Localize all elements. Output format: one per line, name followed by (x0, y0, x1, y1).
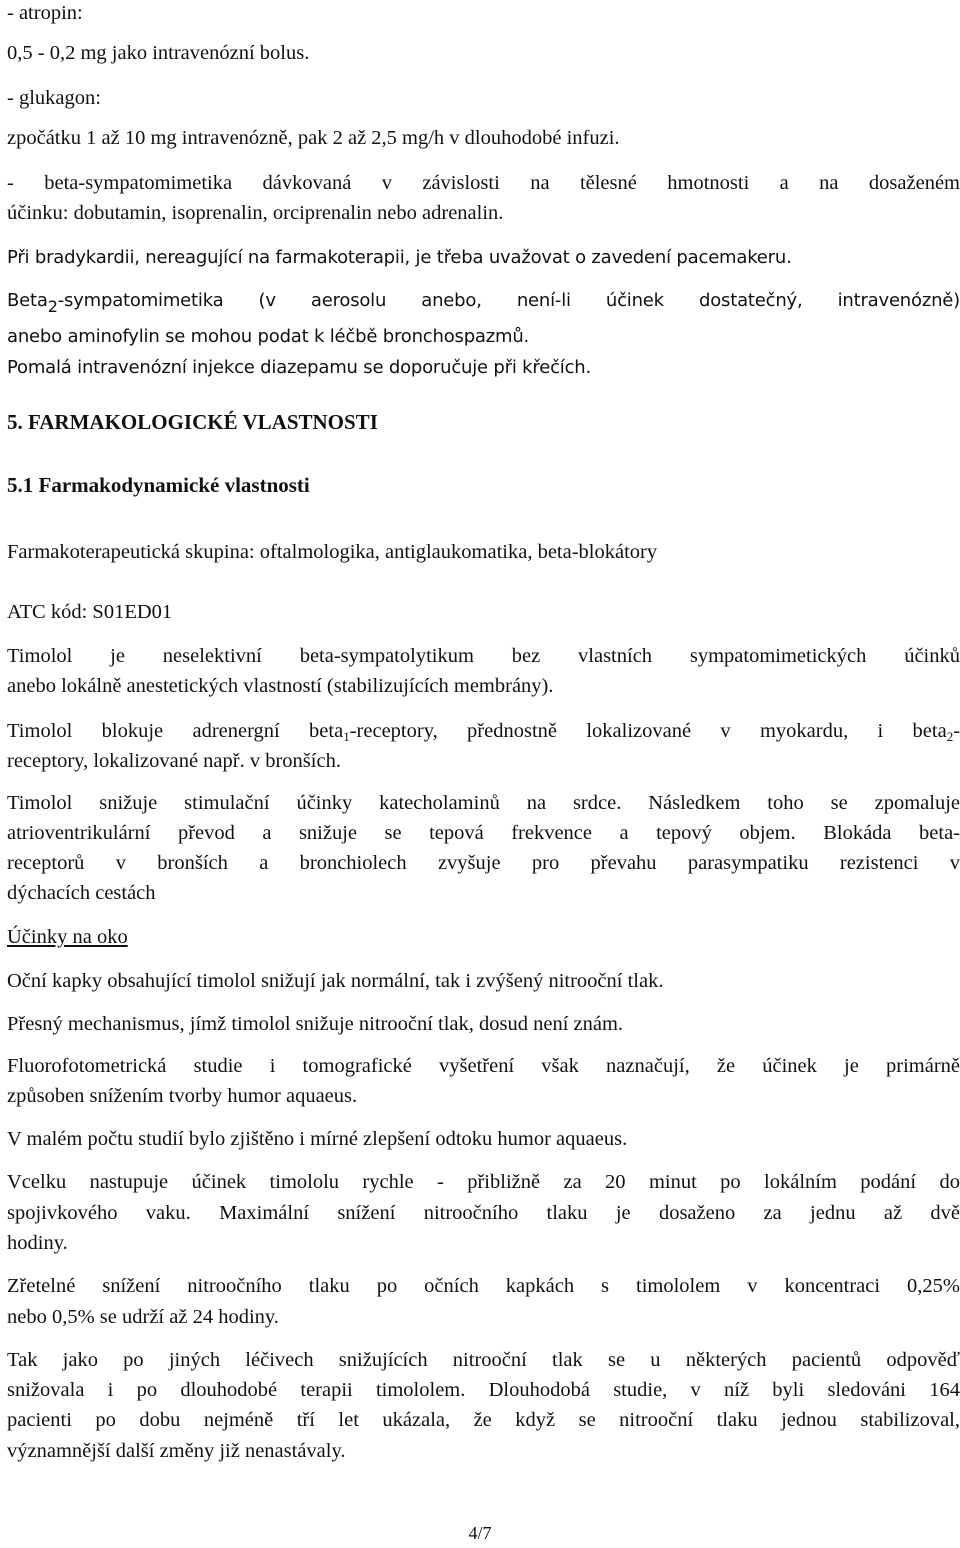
text-line: Tak jako po jiných léčivech snižujících nitrooční tlak se u některých pacientů odpověď (7, 1349, 960, 1371)
text-line: spojivkového vaku. Maximální snížení nitroočního tlaku je dosaženo za jednu až dvě (7, 1202, 960, 1224)
subscript: 2 (47, 297, 58, 316)
text-line: - beta-sympatomimetika dávkovaná v závislosti na tělesné hmotnosti a na dosaženém (7, 172, 960, 194)
text-line: Pomalá intravenózní injekce diazepamu se doporučuje při křečích. (7, 357, 592, 378)
text-line: nebo 0,5% se udrží až 24 hodiny. (7, 1306, 279, 1328)
text-line (7, 286, 960, 316)
text-line: atrioventrikulární převod a snižuje se tepová frekvence a tepový objem. Blokáda beta- (7, 822, 960, 844)
page-number: 4/7 (468, 1523, 492, 1543)
section-subheading: Účinky na oko (7, 926, 128, 948)
subscript: 2 (946, 729, 954, 744)
text-line: významnější další změny již nenastávaly. (7, 1440, 346, 1462)
text-line: dýchacích cestách (7, 882, 156, 904)
text-line: zpočátku 1 až 10 mg intravenózně, pak 2 až 2,5 mg/h v dlouhodobé infuzi. (7, 127, 620, 149)
text-line: anebo lokálně anestetických vlastností (stabilizujících membrány). (7, 675, 554, 697)
subsection-heading: 5.1 Farmakodynamické vlastnosti (7, 473, 310, 497)
section-heading: 5. FARMAKOLOGICKÉ VLASTNOSTI (7, 410, 378, 434)
text-line: Vcelku nastupuje účinek timololu rychle - přibližně za 20 minut po lokálním podání do (7, 1171, 960, 1193)
text-fragment: -sympatomimetika (v aerosolu anebo, není-li účinek dostatečný, intravenózně) (57, 290, 960, 311)
text-line: Timolol je neselektivní beta-sympatolytikum bez vlastních sympatomimetických účinků (7, 645, 960, 667)
text-line: receptorů v bronších a bronchiolech zvyšuje pro převahu parasympatiku rezistenci v (7, 852, 960, 874)
text-fragment: Beta (7, 290, 48, 311)
text-fragment: -receptory, přednostně lokalizované v myokardu, i beta (349, 720, 947, 742)
text-line: Timolol snižuje stimulační účinky katecholaminů na srdce. Následkem toho se zpomaluje (7, 792, 960, 814)
text-line: Oční kapky obsahující timolol snižují jak normální, tak i zvýšený nitrooční tlak. (7, 970, 664, 992)
text-line: V malém počtu studií bylo zjištěno i mírné zlepšení odtoku humor aquaeus. (7, 1128, 628, 1150)
text-line: pacienti po dobu nejméně tří let ukázala, že když se nitrooční tlaku jednou stabilizoval, (7, 1409, 960, 1431)
text-line: Fluorofotometrická studie i tomografické vyšetření však naznačují, že účinek je primárně (7, 1055, 960, 1077)
text-line: Při bradykardii, nereagující na farmakoterapii, je třeba uvažovat o zavedení pacemakeru. (7, 247, 792, 268)
subscript: 1 (343, 729, 350, 744)
text-line: ATC kód: S01ED01 (7, 601, 173, 623)
text-line: Zřetelné snížení nitroočního tlaku po očních kapkách s timololem v koncentraci 0,25% (7, 1275, 960, 1297)
text-line: Přesný mechanismus, jímž timolol snižuje nitrooční tlak, dosud není znám. (7, 1013, 624, 1035)
text-line: - atropin: (7, 2, 83, 24)
text-line (7, 716, 960, 746)
text-line: snižovala i po dlouhodobé terapii timololem. Dlouhodobá studie, v níž byli sledováni 164 (7, 1379, 960, 1401)
text-line: receptory, lokalizované např. v bronších. (7, 750, 341, 772)
text-line: - glukagon: (7, 87, 101, 109)
text-line: anebo aminofylin se mohou podat k léčbě bronchospazmů. (7, 326, 530, 347)
text-line: Farmakoterapeutická skupina: oftalmologika, antiglaukomatika, beta-blokátory (7, 541, 658, 563)
text-line: hodiny. (7, 1232, 68, 1254)
text-line: 0,5 - 0,2 mg jako intravenózní bolus. (7, 42, 310, 64)
text-fragment: - (953, 720, 960, 742)
text-fragment: Timolol blokuje adrenergní beta (7, 720, 344, 742)
text-line: způsoben snížením tvorby humor aquaeus. (7, 1085, 358, 1107)
text-line: účinku: dobutamin, isoprenalin, orciprenalin nebo adrenalin. (7, 202, 504, 224)
